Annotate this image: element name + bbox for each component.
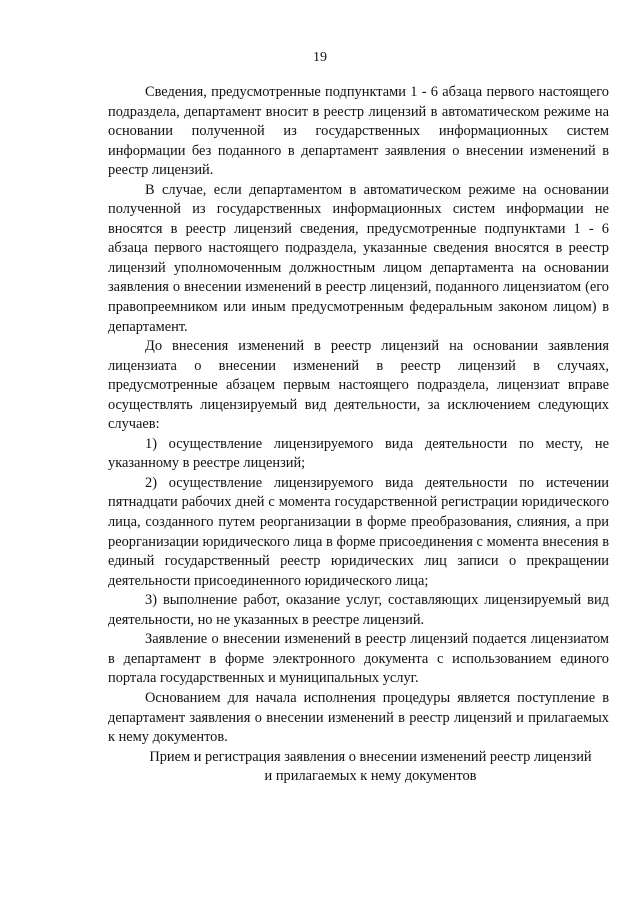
paragraph-application-submission: Заявление о внесении изменений в реестр лицензий подается лицензиатом в департамент в форме электронного документа с использованием единого портала государственных и муниципальных услуг.	[108, 631, 609, 687]
list-item-3: 3) выполнение работ, оказание услуг, составляющих лицензируемый вид деятельности, но не указанных в реестре лицензий.	[108, 592, 609, 628]
list-item-1: 1) осуществление лицензируемого вида деятельности по месту, не указанному в реестре лицензий;	[108, 435, 609, 472]
paragraph-automatic-entry: Сведения, предусмотренные подпунктами 1 - 6 абзаца первого настоящего подраздела, департамент вносит в реестр лицензий в автоматическом режиме на основании полученной из государственных информационных систем информации без поданного в департамент заявления о внесении изменений в реестр лицензий.	[108, 84, 609, 179]
list-item-2: 2) осуществление лицензируемого вида деятельности по истечении пятнадцати рабочих дней с момента государственной регистрации юридического лица, созданного путем реорганизации в форме преобразования, слияния, а при реорганизации юридического лица в форме присоединения с момента внесения в единый государственный реестр юридических лиц записи о прекращении деятельности присоединенного юридического лица;	[108, 474, 609, 589]
paragraph-before-changes: До внесения изменений в реестр лицензий на основании заявления лицензиата о внесении изменений в реестр лицензий в случаях, предусмотренные абзацем первым настоящего подраздела, лицензиат вправе осуществлять лицензируемый вид деятельности, за исключением следующих случаев:	[108, 338, 609, 433]
page-number: 19	[313, 50, 327, 65]
document-body	[108, 83, 609, 787]
paragraph-manual-entry: В случае, если департаментом в автоматическом режиме на основании полученной из государственных информационных систем информации не вносятся в реестр лицензий сведения, предусмотренные подпунктами 1 - 6 абзаца первого настоящего подраздела, указанные сведения вносятся в реестр лицензий уполномоченным должностным лицом департамента на основании заявления о внесении изменений в реестр лицензий, поданного лицензиатом (его правопреемником или иным предусмотренным федеральным законом лицом) в департамент.	[108, 181, 609, 335]
section-heading-line-1: Прием и регистрация заявления о внесении изменений реестр лицензий	[149, 748, 592, 765]
paragraph-procedure-basis: Основанием для начала исполнения процедуры является поступление в департамент заявления о внесении изменений в реестр лицензий и прилагаемых к нему документов.	[108, 689, 609, 746]
section-heading	[108, 748, 609, 787]
section-heading-line-2: и прилагаемых к нему документов	[264, 768, 477, 785]
